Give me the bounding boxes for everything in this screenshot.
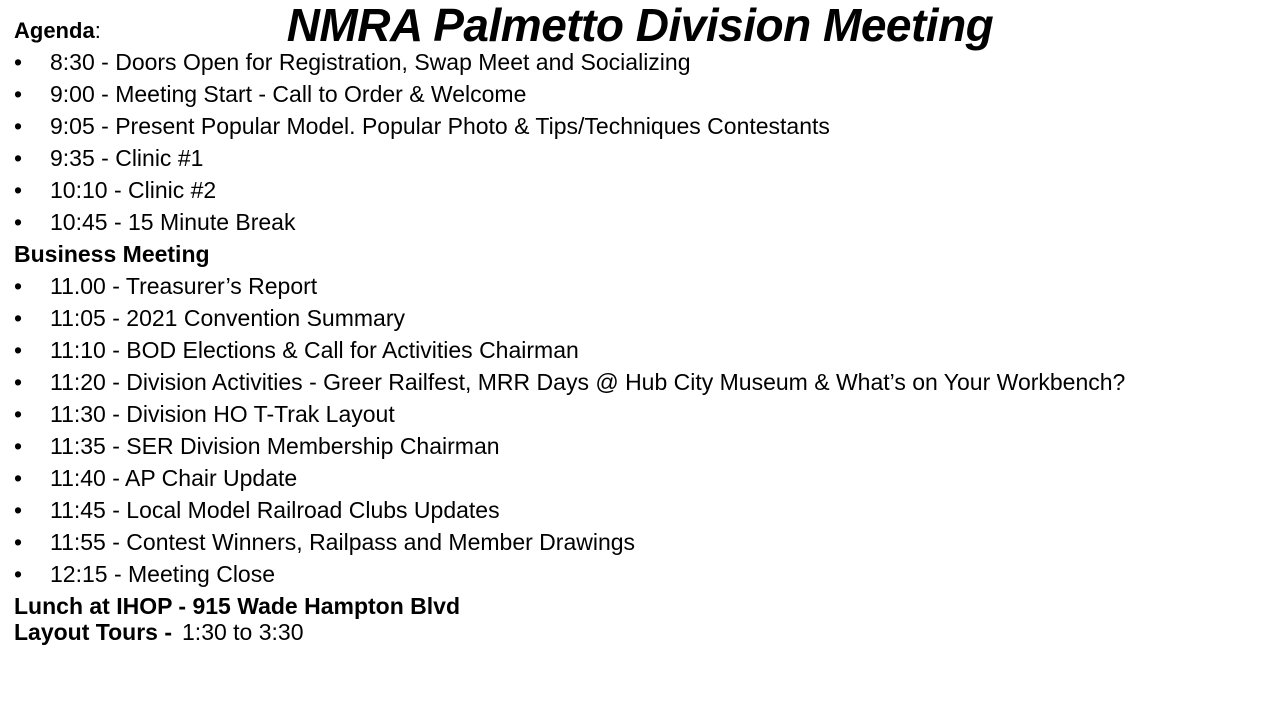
agenda-item-text: 9:00 - Meeting Start - Call to Order & Welcome	[50, 81, 527, 107]
bullet-icon: •	[14, 529, 23, 555]
bullet-icon: •	[14, 401, 23, 427]
agenda-label-text: Agenda	[14, 18, 95, 43]
bullet-icon: •	[14, 561, 23, 587]
slide-title: NMRA Palmetto Division Meeting	[286, 0, 994, 51]
bullet-icon: •	[14, 49, 23, 75]
business-item-text: 11:10 - BOD Elections & Call for Activities Chairman	[50, 337, 579, 363]
business-item-text: 11:05 - 2021 Convention Summary	[50, 305, 405, 331]
layout-tours-line	[14, 616, 304, 648]
agenda-item-text: 10:10 - Clinic #2	[50, 177, 217, 203]
bullet-icon: •	[14, 81, 23, 107]
bullet-icon: •	[14, 273, 23, 299]
business-item-text: 11.00 - Treasurer’s Report	[50, 273, 318, 299]
business-item-text: 11:40 - AP Chair Update	[50, 465, 298, 491]
bullet-icon: •	[14, 145, 23, 171]
business-item-text: 11:35 - SER Division Membership Chairman	[50, 433, 500, 459]
business-item-text: 11:55 - Contest Winners, Railpass and Member Drawings	[50, 529, 636, 555]
business-item-text: 11:20 - Division Activities - Greer Railfest, MRR Days @ Hub City Museum & What’s on Your Workbench?	[50, 369, 1126, 395]
agenda-item-text: 9:35 - Clinic #1	[50, 145, 204, 171]
layout-tours-label: Layout Tours -	[14, 619, 173, 645]
agenda-label	[14, 16, 101, 46]
bullet-icon: •	[14, 209, 23, 235]
business-item-text: 11:30 - Division HO T-Trak Layout	[50, 401, 395, 427]
bullet-icon: •	[14, 177, 23, 203]
lunch-line: Lunch at IHOP - 915 Wade Hampton Blvd	[14, 593, 461, 619]
business-meeting-heading: Business Meeting	[14, 241, 210, 267]
business-item-text: 12:15 - Meeting Close	[50, 561, 276, 587]
bullet-icon: •	[14, 433, 23, 459]
bullet-icon: •	[14, 369, 23, 395]
layout-tours-time: 1:30 to 3:30	[182, 619, 304, 645]
bullet-icon: •	[14, 113, 23, 139]
agenda-item-text: 9:05 - Present Popular Model. Popular Photo & Tips/Techniques Contestants	[50, 113, 830, 139]
business-item-text: 11:45 - Local Model Railroad Clubs Updates	[50, 497, 500, 523]
agenda-label-colon: :	[94, 18, 101, 43]
bullet-icon: •	[14, 337, 23, 363]
bullet-icon: •	[14, 497, 23, 523]
bullet-icon: •	[14, 465, 23, 491]
agenda-item-text: 10:45 - 15 Minute Break	[50, 209, 296, 235]
agenda-item-text: 8:30 - Doors Open for Registration, Swap Meet and Socializing	[50, 49, 691, 75]
bullet-icon: •	[14, 305, 23, 331]
